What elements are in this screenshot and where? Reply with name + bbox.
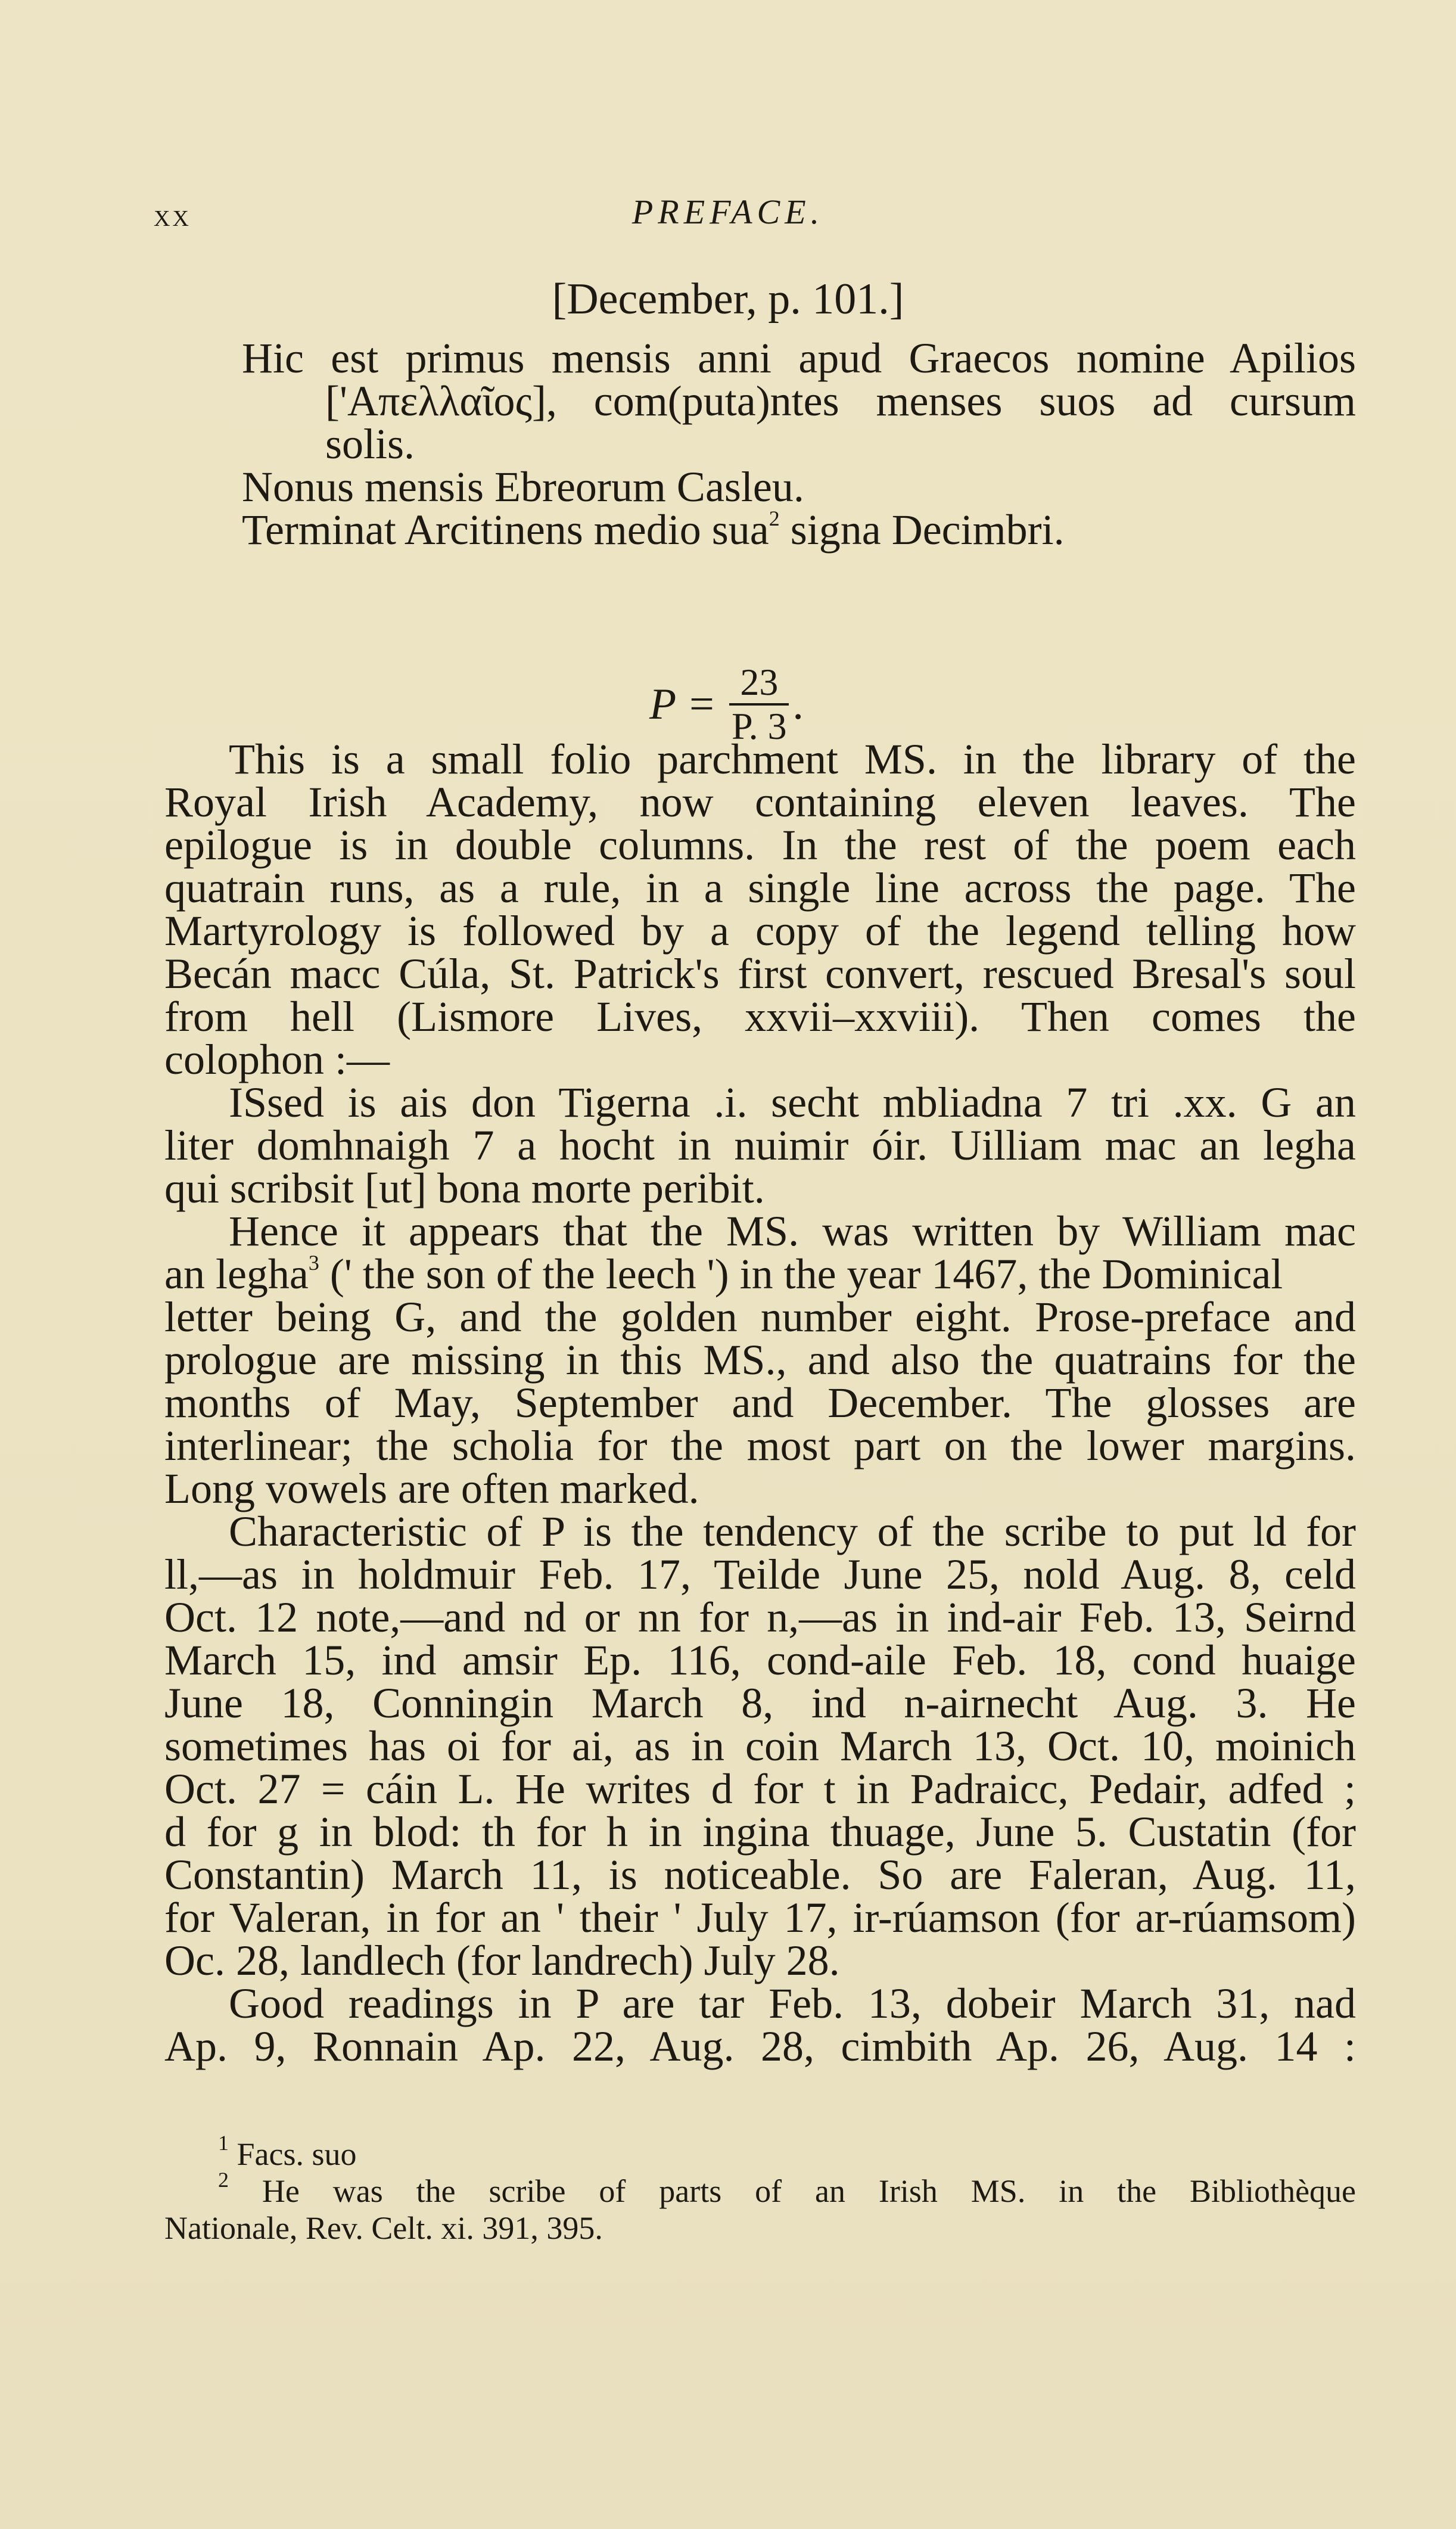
formula-fraction [729,661,789,747]
text-line: Long vowels are often marked. [164,1465,699,1512]
text-line: March 15, ind amsir Ep. 116, cond-aile Feb. 18, cond huaige [164,1636,1356,1684]
text-line: Martyrology is followed by a copy of the legend telling how [164,907,1356,955]
text-line: qui scribsit [ut] bona morte peribit. [164,1164,765,1212]
latin-line: Hic est primus mensis anni apud Graecos nomine Apilios [242,334,1356,382]
running-title: PREFACE. [631,192,825,231]
text-line: Becán macc Cúla, St. Patrick's first convert, rescued Bresal's soul [164,950,1356,998]
text-line: d for g in blod: th for h in ingina thuage, June 5. Custatin (for [164,1808,1356,1856]
manuscript-formula [649,661,804,747]
footnote-2 [164,2168,1356,2210]
footnote-text: He was the scribe of parts of an Irish MS. in the Bibliothèque [262,2173,1356,2209]
text-line: Ap. 9, Ronnain Ap. 22, Aug. 28, cimbith Ap. 26, Aug. 14 : [164,2022,1356,2070]
text-line: This is a small folio parchment MS. in the library of the [229,735,1356,783]
text-line: epilogue is in double columns. In the rest of the poem each [164,821,1356,869]
footnote-number: 1 [218,2131,229,2155]
formula-numerator: 23 [729,661,789,706]
text-line: Royal Irish Academy, now containing eleven leaves. The [164,778,1356,826]
footnote-number: 2 [218,2168,229,2192]
text-line: Constantin) March 11, is noticeable. So are Faleran, Aug. 11, [164,1851,1356,1899]
latin-text: signa Decimbri. [779,506,1065,554]
text-line: from hell (Lismore Lives, xxvii–xxviii). Then comes the [164,993,1356,1040]
footnote-marker: 3 [308,1251,319,1275]
text-line: Characteristic of P is the tendency of the scribe to put ld for [229,1508,1356,1555]
text-line: colophon :— [164,1036,390,1083]
footnote-1 [164,2131,1356,2173]
footnote-text: Facs. suo [237,2136,357,2172]
text-line: Good readings in P are tar Feb. 13, dobeir March 31, nad [229,1980,1356,2027]
text-line: quatrain runs, as a rule, in a single line across the page. The [164,864,1356,912]
latin-line: solis. [325,420,415,468]
footnotes [164,2131,1356,2247]
text-line: ll,—as in holdmuir Feb. 17, Teilde June 25, nold Aug. 8, celd [164,1551,1356,1598]
text-line: months of May, September and December. The glosses are [164,1379,1356,1427]
text-line: June 18, Conningin March 8, ind n-airnecht Aug. 3. He [164,1679,1356,1727]
text-line: Oct. 12 note,—and nd or nn for n,—as in ind-air Feb. 13, Seirnd [164,1593,1356,1641]
latin-line: ['Απελλαῖος], com(puta)ntes menses suos ad cursum [325,377,1356,425]
footnote-2-continued: Nationale, Rev. Celt. xi. 391, 395. [164,2210,603,2246]
text-line: Oct. 27 = cáin L. He writes d for t in Padraicc, Pedair, adfed ; [164,1765,1356,1813]
formula-denominator: P. 3 [732,705,787,747]
text-line: sometimes has oi for ai, as in coin March 13, Oct. 10, moinich [164,1722,1356,1770]
text-line: letter being G, and the golden number eight. Prose-preface and [164,1293,1356,1341]
text-line: interlinear; the scholia for the most part on the lower margins. [164,1422,1356,1469]
text-line: liter domhnaigh 7 a hocht in nuimir óir. Uilliam mac an legha [164,1121,1356,1169]
text-line: ISsed is ais don Tigerna .i. secht mbliadna 7 tri .xx. G an [229,1079,1356,1126]
text-fragment: an legha [164,1250,309,1298]
footnote-marker: 2 [769,507,780,530]
formula-lhs: P = [649,679,717,729]
body-text [164,735,1356,2070]
text-line: prologue are missing in this MS., and also the quatrains for the [164,1336,1356,1384]
formula-period: . [792,679,804,729]
latin-line: Nonus mensis Ebreorum Casleu. [242,463,804,511]
text-line: Hence it appears that the MS. was written by William mac [229,1207,1356,1255]
latin-line [164,506,1356,554]
text-line: for Valeran, in for an ' their ' July 17, ir-rúamson (for ar-rúamsom) [164,1894,1356,1941]
section-heading: [December, p. 101.] [552,275,904,324]
latin-text: Terminat Arcitinens medio sua [242,506,769,554]
text-fragment: (' the son of the leech ') in the year 1467, the Dominical [319,1250,1283,1298]
text-line: Oc. 28, landlech (for landrech) July 28. [164,1937,840,1984]
latin-quotation [164,334,1356,554]
text-line [164,1250,1356,1298]
page-folio-number: xx [154,197,191,233]
